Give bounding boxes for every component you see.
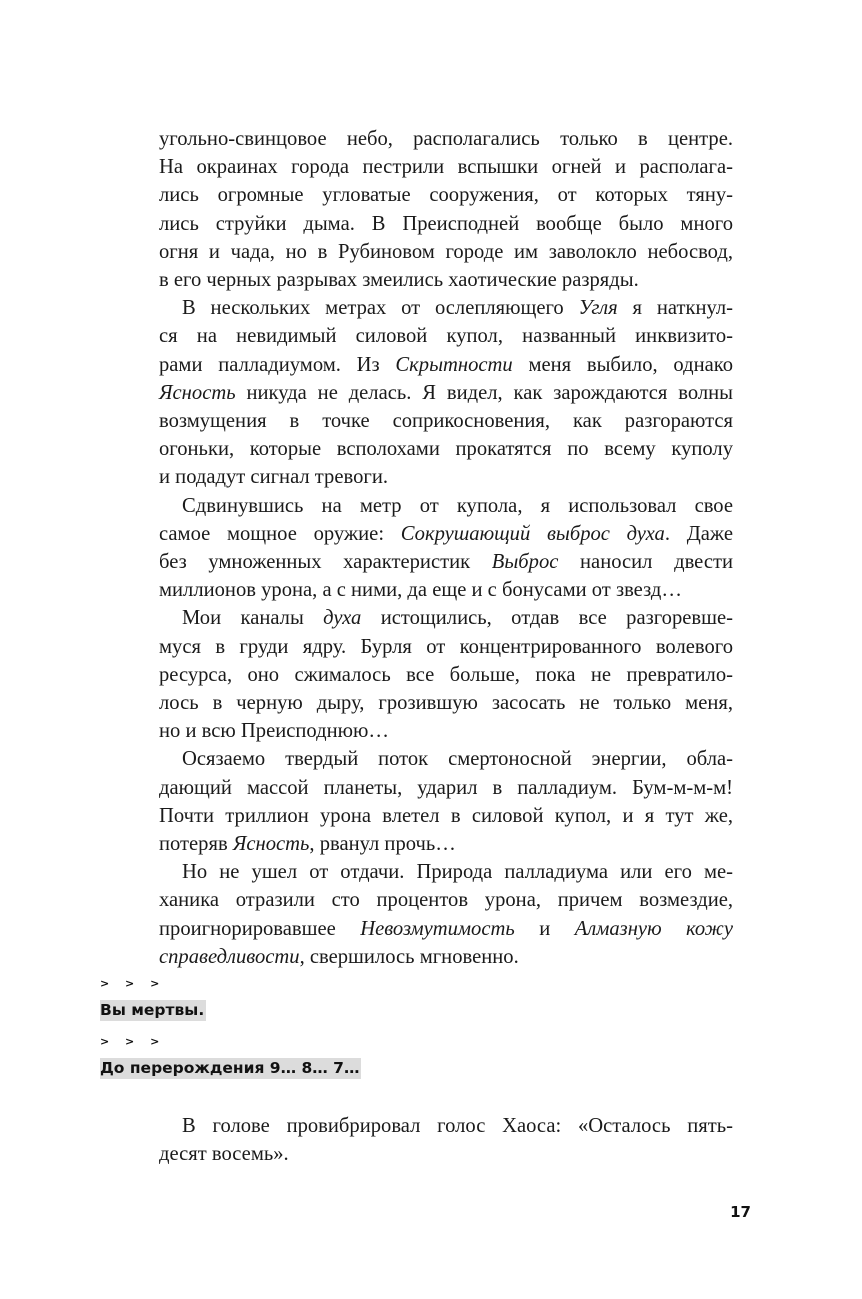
text-line: но и всю Преисподнюю…: [159, 720, 389, 743]
paragraph: [159, 294, 733, 322]
italic-term: духа: [323, 607, 362, 630]
text-run: В нескольких метрах от ослепляющего: [182, 297, 579, 320]
system-message-text: До перерождения 9… 8… 7…: [100, 1059, 360, 1077]
paragraph: [159, 379, 733, 407]
text-line: [159, 1112, 733, 1140]
text-run: меня выбило, однако: [512, 353, 733, 376]
text-run: наносил двести: [558, 551, 734, 574]
system-message-dead: [100, 1000, 206, 1019]
text-line: Осязаемо твердый поток смертоносной энергии, обла-: [182, 748, 733, 771]
text-line: ся на невидимый силовой купол, названный инквизито-: [159, 325, 733, 348]
paragraph: [159, 830, 733, 858]
text-line: Сдвинувшись на метр от купола, я использовал свое: [182, 494, 733, 517]
italic-term: справедливости: [159, 945, 300, 968]
paragraph: [159, 210, 733, 238]
text-run: без умноженных характеристик: [159, 551, 492, 574]
text-run: десят восемь».: [159, 1143, 289, 1166]
text-line: [159, 1140, 733, 1168]
text-run: потеряв: [159, 833, 233, 856]
paragraph: [159, 604, 733, 632]
text-line: муся в груди ядру. Бурля от концентрированного волевого: [159, 635, 733, 658]
text-line: возмущения в точке соприкосновения, как разгораются: [159, 410, 733, 433]
text-line: На окраинах города пестрили вспышки огней и располага-: [159, 156, 733, 179]
paragraph: [159, 661, 733, 689]
page-number: 17: [730, 1203, 751, 1221]
paragraph: [159, 689, 733, 717]
paragraph: [159, 492, 733, 520]
text-run: и: [514, 917, 575, 940]
text-run: , рванул прочь…: [309, 833, 456, 856]
text-line: в его черных разрывах змеились хаотические разряды.: [159, 269, 639, 292]
text-line: лись струйки дыма. В Преисподней вообще было много: [159, 212, 733, 235]
text-run: никуда не делась. Я видел, как зарождаются волны: [235, 381, 733, 404]
paragraph: [159, 576, 733, 604]
italic-term: Алмазную кожу: [574, 917, 733, 940]
text-line: дающий массой планеты, ударил в палладиум. Бум-м-м-м!: [159, 776, 733, 799]
italic-term: Невозмутимость: [360, 917, 515, 940]
paragraph: [159, 745, 733, 773]
paragraph: [159, 915, 733, 943]
text-run: самое мощное оружие:: [159, 522, 401, 545]
text-run: Мои каналы: [182, 607, 324, 630]
paragraph: [159, 633, 733, 661]
text-run: . Даже: [664, 522, 733, 545]
text-line: угольно-свинцовое небо, располагались только в центре.: [159, 128, 733, 150]
italic-term: Выброс: [491, 551, 559, 574]
paragraph: [159, 717, 733, 745]
text-line: огоньки, которые всполохами прокатятся по всему куполу: [159, 438, 733, 461]
text-run: В голове провибрировал голос Хаоса: «Осталось пять-: [182, 1115, 733, 1137]
system-message-rebirth: [100, 1058, 361, 1077]
paragraph: [159, 351, 733, 379]
paragraph: [159, 153, 733, 181]
text-run: истощились, отдав все разгоревше-: [361, 607, 733, 630]
text-line: Почти триллион урона влетел в силовой купол, и я тут же,: [159, 804, 733, 827]
paragraph: [159, 943, 733, 971]
text-run: рами палладиумом. Из: [159, 353, 396, 376]
paragraph: [159, 802, 733, 830]
paragraph: [159, 238, 733, 266]
italic-term: Сокрушающий выброс духа: [400, 522, 665, 545]
italic-term: Угля: [578, 297, 618, 320]
text-line: Но не ушел от отдачи. Природа палладиума или его ме-: [182, 861, 733, 884]
italic-term: Ясность: [159, 381, 236, 404]
paragraph: [159, 266, 733, 294]
paragraph: [159, 407, 733, 435]
text-line: лось в черную дыру, грозившую засосать не только меня,: [159, 692, 733, 715]
italic-term: Ясность: [232, 833, 310, 856]
paragraph: [159, 435, 733, 463]
text-run: , свершилось мгновенно.: [299, 945, 519, 968]
system-arrows: > > >: [100, 977, 166, 990]
paragraph: [159, 858, 733, 886]
text-line: лись огромные угловатые сооружения, от которых тяну-: [159, 184, 733, 207]
paragraph: [159, 125, 733, 153]
paragraph: [159, 548, 733, 576]
paragraph: [159, 181, 733, 209]
text-run: проигнорировавшее: [159, 917, 361, 940]
body-text: [159, 125, 733, 971]
paragraph: [159, 322, 733, 350]
text-line: и подадут сигнал тревоги.: [159, 466, 388, 489]
paragraph: [159, 774, 733, 802]
text-line: ресурса, оно сжималось все больше, пока не превратило-: [159, 663, 733, 686]
system-arrows: > > >: [100, 1035, 166, 1048]
text-run: я наткнул-: [617, 297, 734, 320]
system-message-text: Вы мертвы.: [100, 1001, 205, 1019]
text-line: огня и чада, но в Рубиновом городе им заволокло небосвод,: [159, 240, 733, 263]
paragraph: [159, 463, 733, 491]
text-line: миллионов урона, а с ними, да еще и с бонусами от звезд…: [159, 579, 682, 602]
closing-paragraph: [159, 1112, 733, 1168]
paragraph: [159, 520, 733, 548]
text-line: ханика отразили сто процентов урона, причем возмездие,: [159, 889, 733, 912]
italic-term: Скрытности: [395, 353, 513, 376]
paragraph: [159, 886, 733, 914]
